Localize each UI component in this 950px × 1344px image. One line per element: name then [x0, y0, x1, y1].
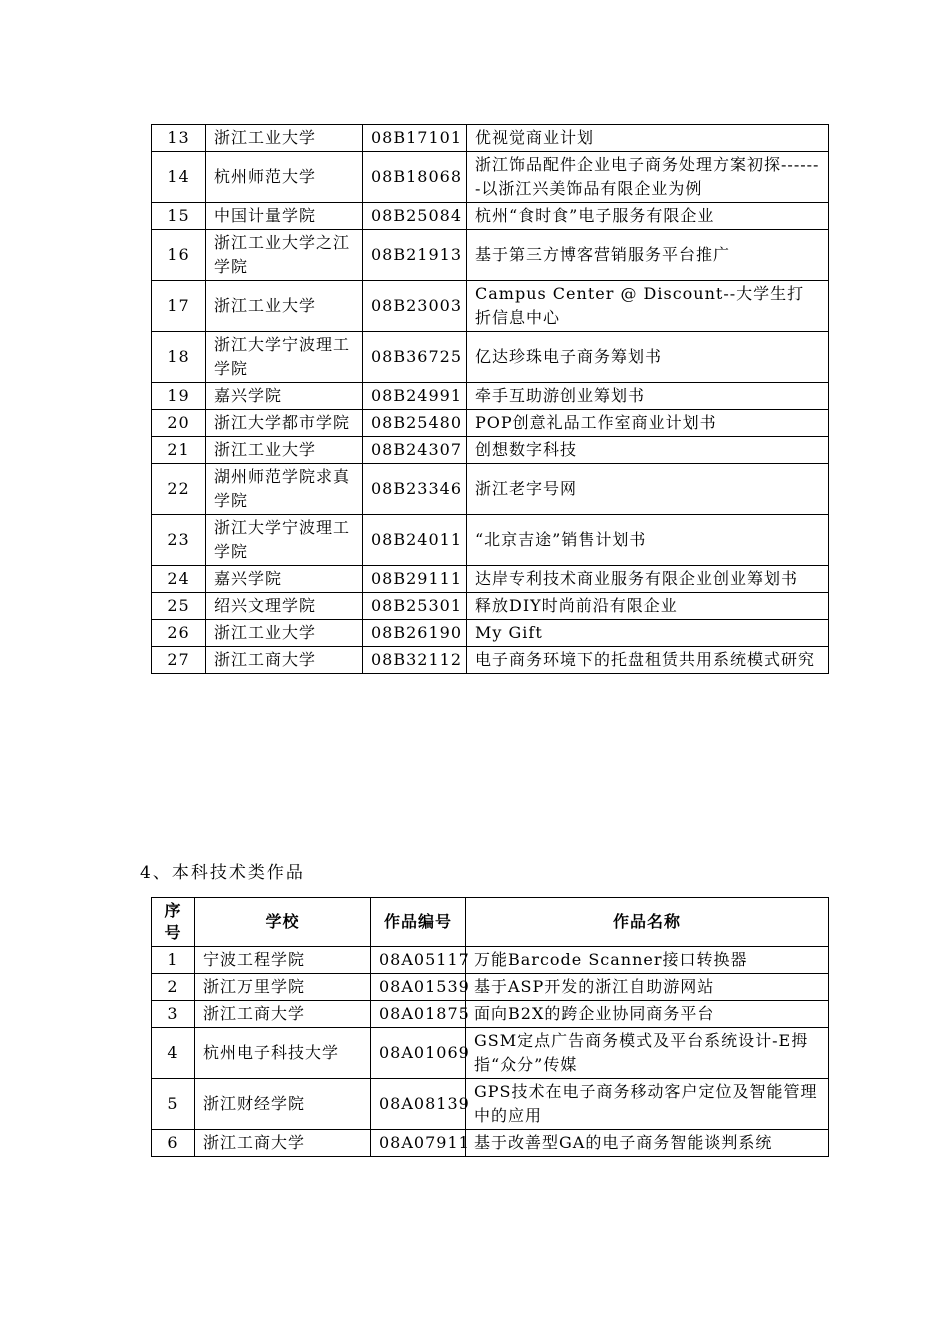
row-number: 15 — [152, 203, 206, 230]
row-number: 17 — [152, 281, 206, 332]
table-row — [152, 332, 829, 383]
table-row — [152, 230, 829, 281]
school-name: 湖州师范学院求真学院 — [206, 464, 363, 515]
table-row — [152, 1001, 829, 1028]
table-row — [152, 1079, 829, 1130]
row-number: 5 — [152, 1079, 195, 1130]
table-row — [152, 515, 829, 566]
entry-title: 浙江老字号网 — [467, 464, 829, 515]
entry-title: 基于改善型GA的电子商务智能谈判系统 — [466, 1130, 829, 1157]
row-number: 2 — [152, 974, 195, 1001]
entry-id: 08A01539 — [371, 974, 466, 1001]
table-row — [152, 1028, 829, 1079]
entry-title: GPS技术在电子商务移动客户定位及智能管理中的应用 — [466, 1079, 829, 1130]
table-row — [152, 410, 829, 437]
row-number: 26 — [152, 620, 206, 647]
row-number: 16 — [152, 230, 206, 281]
lower-table-header — [152, 898, 829, 947]
entry-id: 08A07911 — [371, 1130, 466, 1157]
entry-title: My Gift — [467, 620, 829, 647]
lower-awards-table — [151, 897, 829, 1157]
entry-id: 08A05117 — [371, 947, 466, 974]
row-number: 18 — [152, 332, 206, 383]
row-number: 20 — [152, 410, 206, 437]
entry-title: 基于第三方博客营销服务平台推广 — [467, 230, 829, 281]
entry-title: POP创意礼品工作室商业计划书 — [467, 410, 829, 437]
school-name: 嘉兴学院 — [206, 383, 363, 410]
entry-id: 08B25301 — [363, 593, 467, 620]
school-name: 浙江工商大学 — [206, 647, 363, 674]
table-row — [152, 125, 829, 152]
school-name: 浙江工业大学 — [206, 620, 363, 647]
school-name: 中国计量学院 — [206, 203, 363, 230]
entry-id: 08A01875 — [371, 1001, 466, 1028]
table-row — [152, 620, 829, 647]
school-name: 浙江万里学院 — [195, 974, 371, 1001]
school-name: 浙江工业大学 — [206, 281, 363, 332]
entry-title: 创想数字科技 — [467, 437, 829, 464]
row-number: 19 — [152, 383, 206, 410]
table-row — [152, 464, 829, 515]
entry-id: 08B23003 — [363, 281, 467, 332]
entry-id: 08B18068 — [363, 152, 467, 203]
school-name: 杭州师范大学 — [206, 152, 363, 203]
header-no: 序号 — [152, 898, 195, 947]
upper-table-body — [152, 125, 829, 674]
school-name: 宁波工程学院 — [195, 947, 371, 974]
entry-id: 08B25084 — [363, 203, 467, 230]
school-name: 浙江工业大学之江学院 — [206, 230, 363, 281]
table-row — [152, 974, 829, 1001]
school-name: 浙江工业大学 — [206, 125, 363, 152]
entry-id: 08B25480 — [363, 410, 467, 437]
table-row — [152, 203, 829, 230]
school-name: 浙江大学宁波理工学院 — [206, 515, 363, 566]
row-number: 22 — [152, 464, 206, 515]
table-row — [152, 647, 829, 674]
entry-title: 亿达珍珠电子商务筹划书 — [467, 332, 829, 383]
entry-id: 08B36725 — [363, 332, 467, 383]
entry-title: 释放DIY时尚前沿有限企业 — [467, 593, 829, 620]
entry-title: 浙江饰品配件企业电子商务处理方案初探-------以浙江兴美饰品有限企业为例 — [467, 152, 829, 203]
entry-title: 万能Barcode Scanner接口转换器 — [466, 947, 829, 974]
table-row — [152, 383, 829, 410]
school-name: 浙江财经学院 — [195, 1079, 371, 1130]
school-name: 浙江工商大学 — [195, 1130, 371, 1157]
row-number: 24 — [152, 566, 206, 593]
entry-title: “北京吉途”销售计划书 — [467, 515, 829, 566]
table-row — [152, 566, 829, 593]
entry-id: 08B23346 — [363, 464, 467, 515]
entry-title: 基于ASP开发的浙江自助游网站 — [466, 974, 829, 1001]
row-number: 1 — [152, 947, 195, 974]
lower-table-body — [152, 947, 829, 1157]
row-number: 13 — [152, 125, 206, 152]
school-name: 杭州电子科技大学 — [195, 1028, 371, 1079]
upper-awards-table — [151, 124, 829, 674]
table-row — [152, 593, 829, 620]
entry-id: 08B32112 — [363, 647, 467, 674]
entry-title: Campus Center @ Discount--大学生打折信息中心 — [467, 281, 829, 332]
entry-id: 08B24991 — [363, 383, 467, 410]
entry-id: 08B17101 — [363, 125, 467, 152]
school-name: 嘉兴学院 — [206, 566, 363, 593]
section-heading: 4、本科技术类作品 — [140, 863, 305, 883]
entry-id: 08A08139 — [371, 1079, 466, 1130]
entry-title: 面向B2X的跨企业协同商务平台 — [466, 1001, 829, 1028]
school-name: 浙江大学宁波理工学院 — [206, 332, 363, 383]
header-title: 作品名称 — [466, 898, 829, 947]
school-name: 浙江工业大学 — [206, 437, 363, 464]
entry-id: 08B29111 — [363, 566, 467, 593]
row-number: 14 — [152, 152, 206, 203]
row-number: 3 — [152, 1001, 195, 1028]
entry-title: 优视觉商业计划 — [467, 125, 829, 152]
school-name: 浙江工商大学 — [195, 1001, 371, 1028]
header-row — [152, 898, 829, 947]
row-number: 21 — [152, 437, 206, 464]
row-number: 6 — [152, 1130, 195, 1157]
entry-id: 08B21913 — [363, 230, 467, 281]
entry-title: 达岸专利技术商业服务有限企业创业筹划书 — [467, 566, 829, 593]
row-number: 23 — [152, 515, 206, 566]
header-id: 作品编号 — [371, 898, 466, 947]
entry-id: 08B24307 — [363, 437, 467, 464]
entry-id: 08B26190 — [363, 620, 467, 647]
table-row — [152, 437, 829, 464]
entry-id: 08A01069 — [371, 1028, 466, 1079]
entry-id: 08B24011 — [363, 515, 467, 566]
entry-title: GSM定点广告商务模式及平台系统设计-E拇指“众分”传媒 — [466, 1028, 829, 1079]
school-name: 绍兴文理学院 — [206, 593, 363, 620]
table-row — [152, 281, 829, 332]
row-number: 25 — [152, 593, 206, 620]
table-row — [152, 947, 829, 974]
row-number: 27 — [152, 647, 206, 674]
school-name: 浙江大学都市学院 — [206, 410, 363, 437]
table-row — [152, 1130, 829, 1157]
table-row — [152, 152, 829, 203]
entry-title: 电子商务环境下的托盘租赁共用系统模式研究 — [467, 647, 829, 674]
header-school: 学校 — [195, 898, 371, 947]
entry-title: 杭州“食时食”电子服务有限企业 — [467, 203, 829, 230]
row-number: 4 — [152, 1028, 195, 1079]
entry-title: 牵手互助游创业筹划书 — [467, 383, 829, 410]
